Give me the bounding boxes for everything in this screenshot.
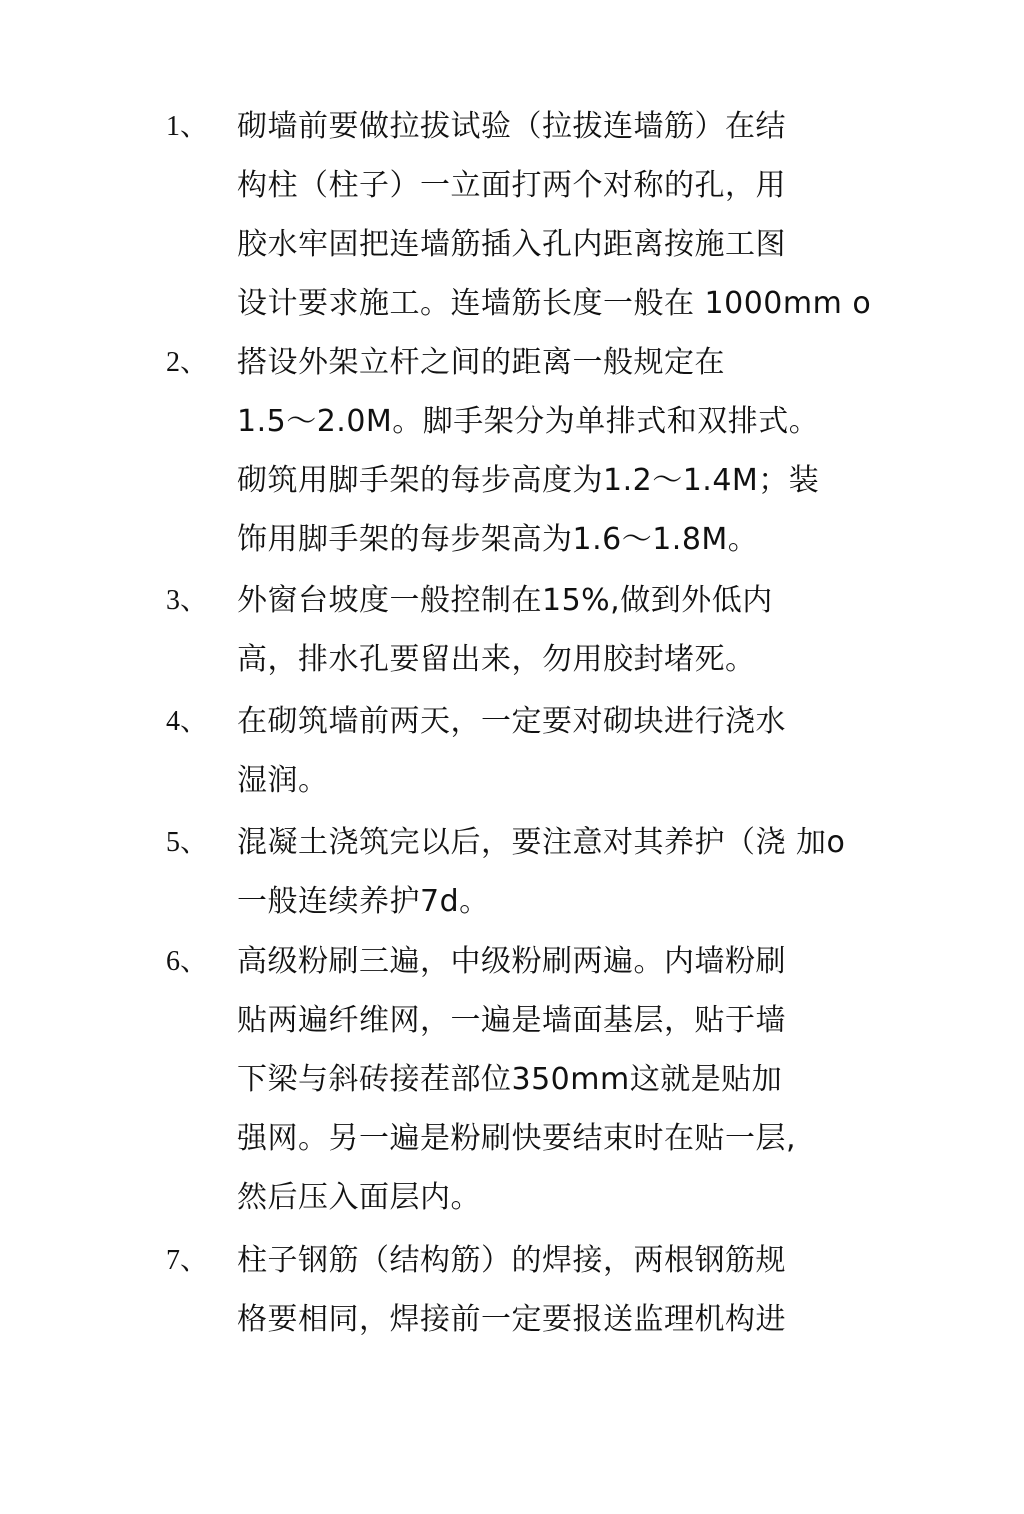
item-number: 4、 [166, 706, 209, 737]
item-number: 5、 [166, 827, 209, 858]
item-text-line: 高，排水孔要留出来，勿用胶封堵死。 [237, 642, 756, 677]
item-text-line: 胶水牢固把连墙筋插入孔内距离按施工图 [237, 227, 786, 262]
item-text-line: 混凝土浇筑完以后，要注意对其养护（浇 加o [237, 825, 846, 860]
item-text-line: 砌墙前要做拉拔试验（拉拔连墙筋）在结 [237, 109, 786, 144]
item-number: 7、 [166, 1245, 209, 1276]
item-text-line: 设计要求施工。连墙筋长度一般在 1000mm o [237, 286, 872, 321]
item-text-line: 1.5～2.0M。脚手架分为单排式和双排式。 [237, 404, 820, 439]
item-number: 6、 [166, 946, 209, 977]
item-text-line: 强网。另一遍是粉刷快要结束时在贴一层, [237, 1121, 797, 1156]
item-text-line: 构柱（柱子）一立面打两个对称的孔，用 [237, 168, 786, 203]
item-text-line: 在砌筑墙前两天，一定要对砌块进行浇水 [237, 704, 786, 739]
item-text-line: 贴两遍纤维网，一遍是墙面基层，贴于墙 [237, 1003, 786, 1038]
item-text-line: 砌筑用脚手架的每步高度为1.2～1.4M；装 [237, 463, 820, 498]
item-number: 3、 [166, 585, 209, 616]
item-text-line: 外窗台坡度一般控制在15%,做到外低内 [237, 583, 773, 618]
item-text-line: 高级粉刷三遍，中级粉刷两遍。内墙粉刷 [237, 944, 786, 979]
item-text-line: 下梁与斜砖接茬部位350mm这就是贴加 [237, 1062, 783, 1097]
item-text-line: 然后压入面层内。 [237, 1180, 481, 1215]
item-text-line: 一般连续养护7d。 [237, 884, 490, 919]
item-text-line: 饰用脚手架的每步架高为1.6～1.8M。 [237, 522, 759, 557]
item-text-line: 格要相同，焊接前一定要报送监理机构进 [237, 1302, 786, 1337]
item-text-line: 搭设外架立杆之间的距离一般规定在 [237, 345, 725, 380]
item-number: 1、 [166, 111, 209, 142]
item-text-line: 柱子钢筋（结构筋）的焊接，两根钢筋规 [237, 1243, 786, 1278]
item-number: 2、 [166, 347, 209, 378]
item-text-line: 湿润。 [237, 763, 329, 798]
